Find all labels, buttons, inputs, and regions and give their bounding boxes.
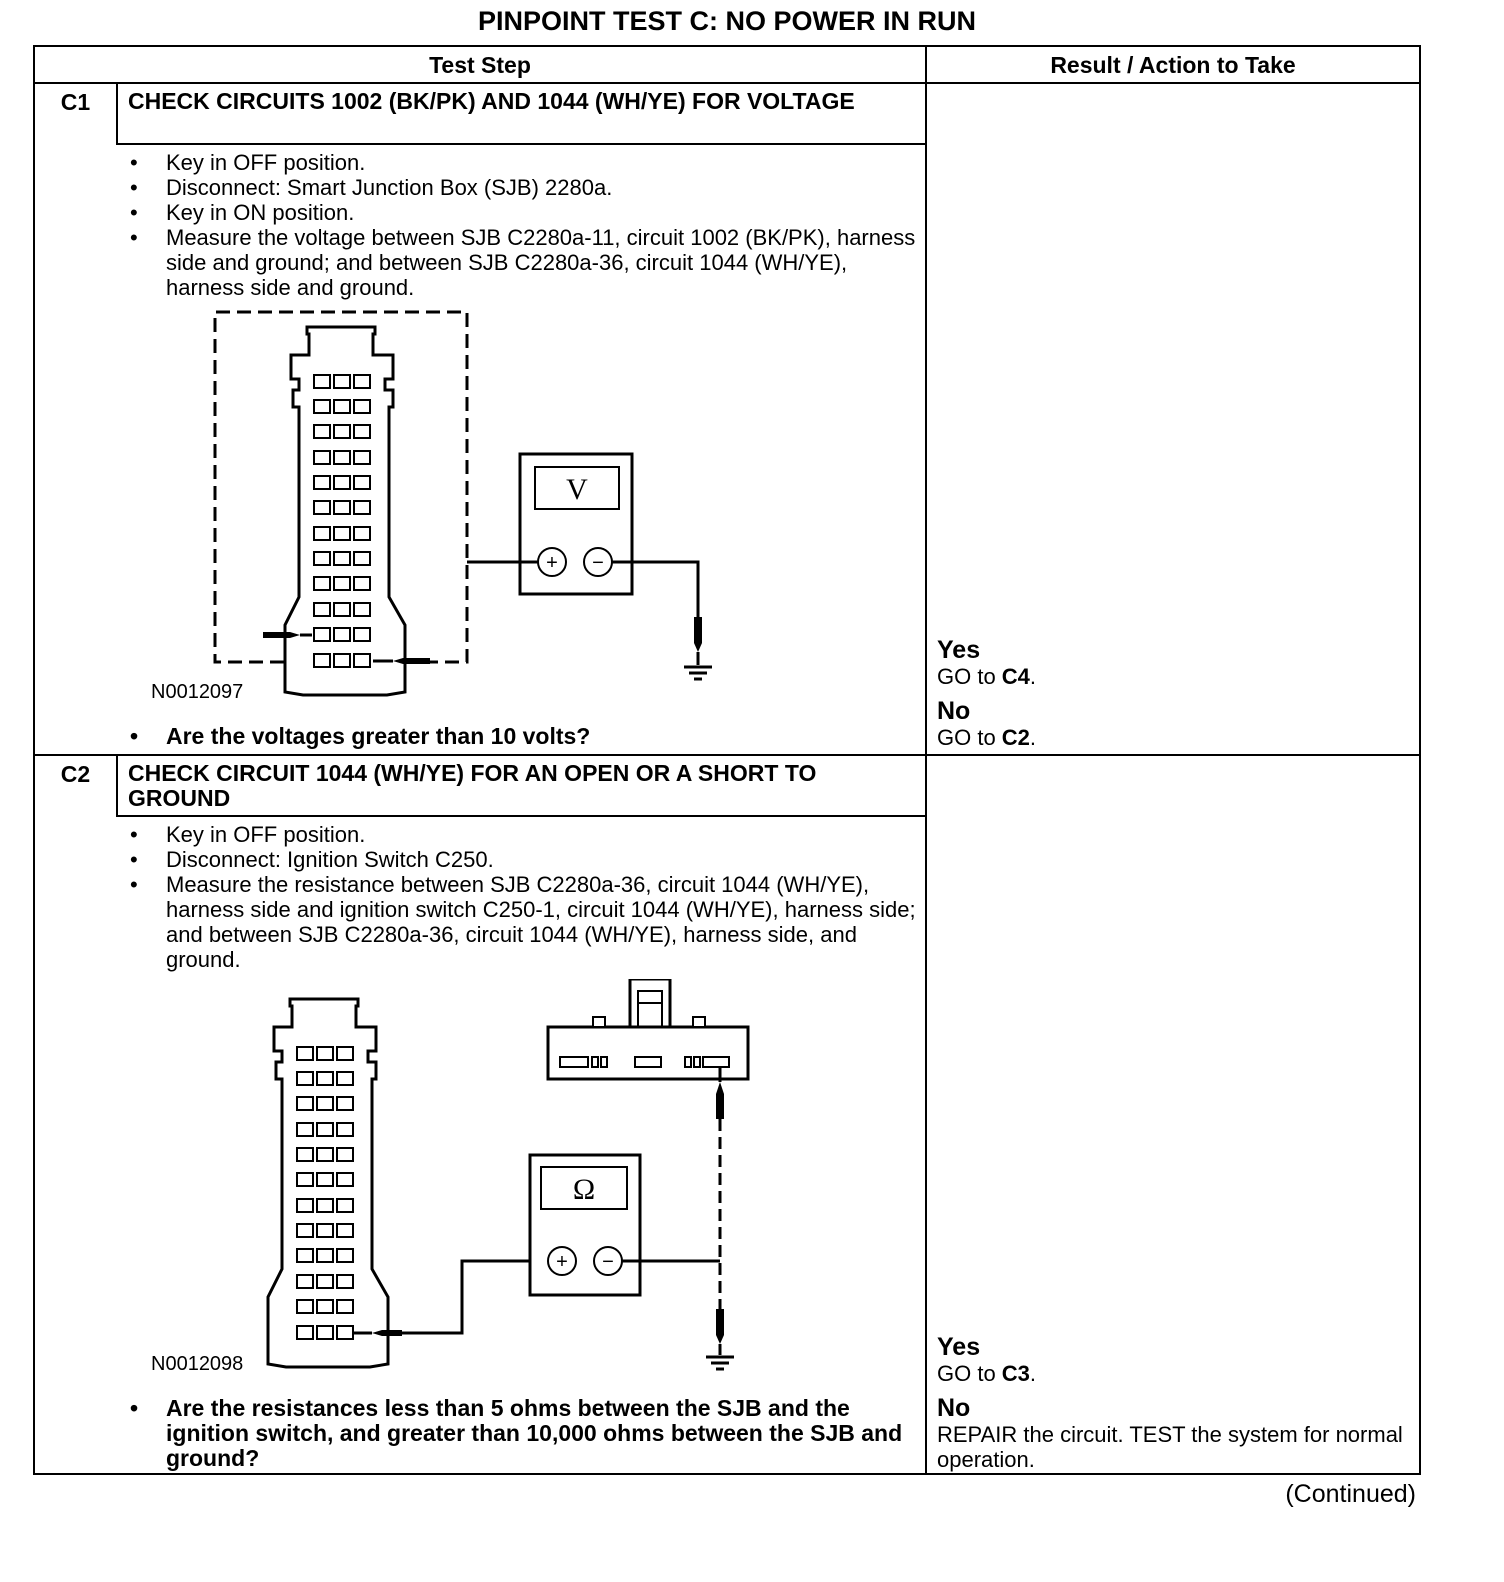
figure-id: N0012097 [151, 681, 244, 703]
column-divider [925, 47, 927, 1473]
step-id: C1 [60, 89, 91, 115]
step-title: CHECK CIRCUIT 1044 (WH/YE) FOR AN OPEN OR A SHORT TO GROUND [128, 760, 817, 811]
result-action: GO to C2. [937, 725, 1037, 750]
step-link: C2 [1001, 725, 1030, 750]
result-answer-no: No [937, 697, 971, 725]
svg-text:−: − [602, 1251, 614, 1273]
result-answer-no: No [937, 1394, 971, 1422]
question-list [128, 1396, 918, 1471]
step-link: C3 [1001, 1361, 1030, 1386]
voltmeter-symbol: V [566, 473, 588, 506]
instruction-list [128, 822, 918, 972]
step-id: C2 [60, 761, 91, 787]
step-title-divider [116, 815, 927, 817]
result-block [937, 636, 1407, 758]
svg-text:+: + [546, 552, 558, 574]
step-link: C4 [1001, 664, 1030, 689]
header-result: Result / Action to Take [1050, 52, 1296, 78]
id-column-divider [116, 83, 118, 144]
resistance-test-diagram [260, 979, 760, 1374]
header-test-step: Test Step [429, 52, 531, 78]
question-item: • Are the resistances less than 5 ohms between the SJB and the ignition switch, and greater than 10,000 ohms between the SJB and ground? [128, 1396, 918, 1471]
id-column-divider [116, 755, 118, 816]
ohmmeter-symbol: Ω [572, 1173, 596, 1206]
instruction-list [128, 150, 918, 300]
voltage-test-diagram [205, 307, 725, 712]
svg-text:−: − [592, 552, 604, 574]
result-action: REPAIR the circuit. TEST the system for normal operation. [937, 1422, 1403, 1472]
ignition-switch-pins [560, 1057, 729, 1067]
question-item: • Are the voltages greater than 10 volts? [128, 724, 918, 749]
result-action: GO to C3. [937, 1361, 1037, 1386]
figure-id: N0012098 [151, 1353, 244, 1375]
result-action: GO to C4. [937, 664, 1037, 689]
step-title: CHECK CIRCUITS 1002 (BK/PK) AND 1044 (WH/YE) FOR VOLTAGE [128, 88, 855, 114]
instruction-item: • Key in ON position. [128, 200, 918, 225]
instruction-item: • Disconnect: Smart Junction Box (SJB) 2280a. [128, 175, 918, 200]
question-list [128, 724, 918, 749]
svg-text:+: + [556, 1251, 568, 1273]
instruction-item: • Disconnect: Ignition Switch C250. [128, 847, 918, 872]
pinpoint-test-table [33, 45, 1421, 1475]
result-answer-yes: Yes [937, 1333, 981, 1361]
page-title: PINPOINT TEST C: NO POWER IN RUN [477, 6, 976, 36]
instruction-item: • Key in OFF position. [128, 822, 918, 847]
instruction-item: • Measure the resistance between SJB C2280a-36, circuit 1044 (WH/YE), harness side and ignition switch C250-1, circuit 1044 (WH/YE), harness side; and between SJB C2280a-36, circuit 1044 (WH/YE), harness side, and ground. [128, 872, 918, 972]
instruction-item: • Key in OFF position. [128, 150, 918, 175]
continued-note: (Continued) [1285, 1480, 1416, 1508]
instruction-item: • Measure the voltage between SJB C2280a-11, circuit 1002 (BK/PK), harness side and ground; and between SJB C2280a-36, circuit 1044 (WH/YE), harness side and ground. [128, 225, 918, 300]
result-block [937, 1333, 1407, 1480]
result-answer-yes: Yes [937, 636, 981, 664]
step-title-divider [116, 143, 927, 145]
